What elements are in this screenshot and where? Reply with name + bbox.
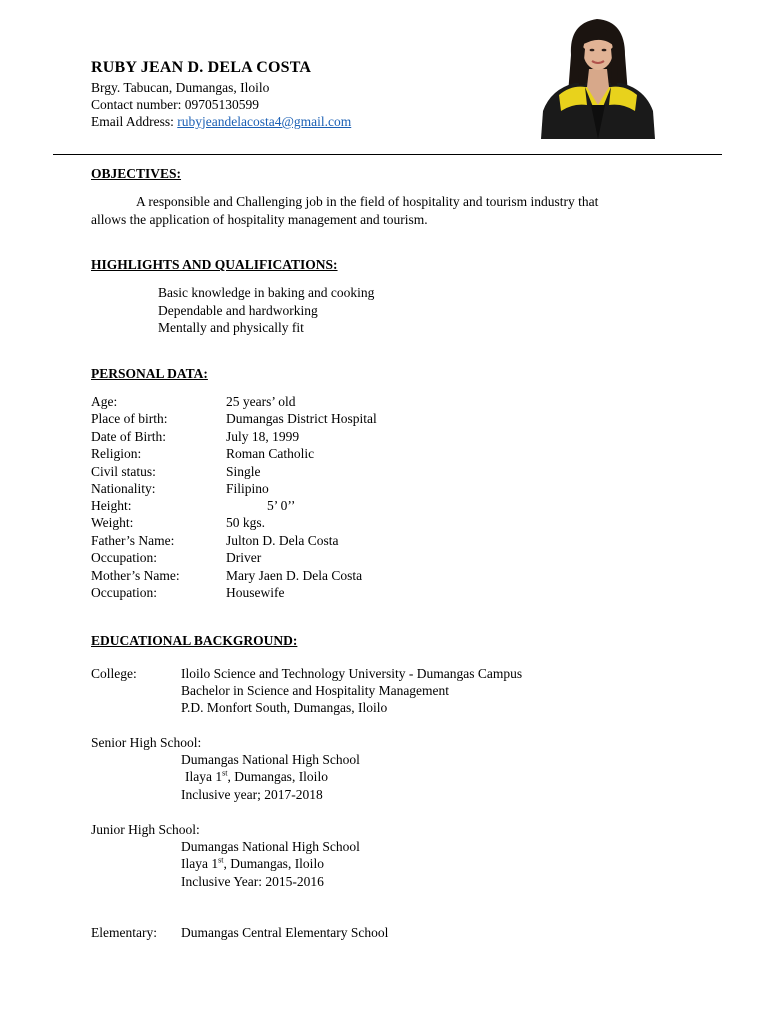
- objectives-heading: OBJECTIVES:: [91, 166, 182, 181]
- education-heading: EDUCATIONAL BACKGROUND:: [91, 633, 298, 648]
- email-link[interactable]: rubyjeandelacosta4@gmail.com: [177, 114, 352, 129]
- junior-address-rest: , Dumangas, Iloilo: [223, 856, 324, 871]
- elementary-school: Dumangas Central Elementary School: [181, 925, 389, 940]
- personal-value-age: 25 years’ old: [226, 394, 296, 409]
- email-label: Email Address:: [91, 114, 178, 129]
- personal-value-father-occupation: Driver: [226, 550, 262, 565]
- email-line: [91, 114, 351, 130]
- personal-value-place-of-birth: Dumangas District Hospital: [226, 411, 377, 426]
- personal-label-weight: Weight:: [91, 515, 134, 530]
- senior-address-sup: st: [222, 768, 228, 778]
- header-divider: [53, 154, 722, 155]
- personal-label-father-name: Father’s Name:: [91, 533, 175, 548]
- elementary-label: Elementary:: [91, 925, 157, 940]
- personal-value-nationality: Filipino: [226, 481, 269, 496]
- college-label: College:: [91, 666, 137, 681]
- personal-value-civil-status: Single: [226, 464, 261, 479]
- personal-value-religion: Roman Catholic: [226, 446, 315, 461]
- senior-high-years: Inclusive year; 2017-2018: [181, 787, 323, 802]
- personal-label-mother-occupation: Occupation:: [91, 585, 157, 600]
- highlight-item: Basic knowledge in baking and cooking: [158, 285, 375, 300]
- personal-value-date-of-birth: July 18, 1999: [226, 429, 300, 444]
- personal-label-date-of-birth: Date of Birth:: [91, 429, 166, 444]
- senior-address-rest: , Dumangas, Iloilo: [227, 769, 328, 784]
- senior-high-label: Senior High School:: [91, 735, 202, 750]
- personal-data-heading: PERSONAL DATA:: [91, 366, 208, 381]
- college-degree: Bachelor in Science and Hospitality Management: [181, 683, 450, 698]
- senior-high-school: Dumangas National High School: [181, 752, 360, 767]
- personal-value-father-name: Julton D. Dela Costa: [226, 533, 339, 548]
- personal-label-nationality: Nationality:: [91, 481, 156, 496]
- personal-value-weight: 50 kgs.: [226, 515, 266, 530]
- personal-label-age: Age:: [91, 394, 118, 409]
- highlight-item: Mentally and physically fit: [158, 320, 304, 335]
- personal-label-civil-status: Civil status:: [91, 464, 156, 479]
- address: Brgy. Tabucan, Dumangas, Iloilo: [91, 80, 270, 95]
- junior-address-sup: st: [218, 855, 224, 865]
- contact-number: Contact number: 09705130599: [91, 97, 259, 112]
- highlight-item: Dependable and hardworking: [158, 303, 318, 318]
- objectives-text-line2: allows the application of hospitality management and tourism.: [91, 212, 428, 227]
- junior-high-school: Dumangas National High School: [181, 839, 360, 854]
- personal-value-height: 5’ 0’’: [267, 498, 296, 513]
- personal-value-mother-occupation: Housewife: [226, 585, 285, 600]
- personal-label-height: Height:: [91, 498, 132, 513]
- personal-label-religion: Religion:: [91, 446, 142, 461]
- personal-label-father-occupation: Occupation:: [91, 550, 157, 565]
- junior-high-label: Junior High School:: [91, 822, 200, 837]
- graduation-portrait: [541, 15, 655, 139]
- college-school: Iloilo Science and Technology University - Dumangas Campus: [181, 666, 523, 681]
- junior-high-address: [181, 856, 324, 872]
- senior-address-part: Ilaya 1: [185, 769, 223, 784]
- college-address: P.D. Monfort South, Dumangas, Iloilo: [181, 700, 388, 715]
- objectives-text-line1: A responsible and Challenging job in the field of hospitality and tourism industry that: [136, 194, 599, 209]
- personal-label-place-of-birth: Place of birth:: [91, 411, 168, 426]
- junior-high-years: Inclusive Year: 2015-2016: [181, 874, 324, 889]
- profile-photo: [541, 15, 655, 139]
- applicant-name: RUBY JEAN D. DELA COSTA: [91, 59, 312, 76]
- highlights-heading: HIGHLIGHTS AND QUALIFICATIONS:: [91, 257, 338, 272]
- personal-label-mother-name: Mother’s Name:: [91, 568, 180, 583]
- junior-address-part: Ilaya 1: [181, 856, 219, 871]
- personal-value-mother-name: Mary Jaen D. Dela Costa: [226, 568, 363, 583]
- senior-high-address: [185, 769, 328, 785]
